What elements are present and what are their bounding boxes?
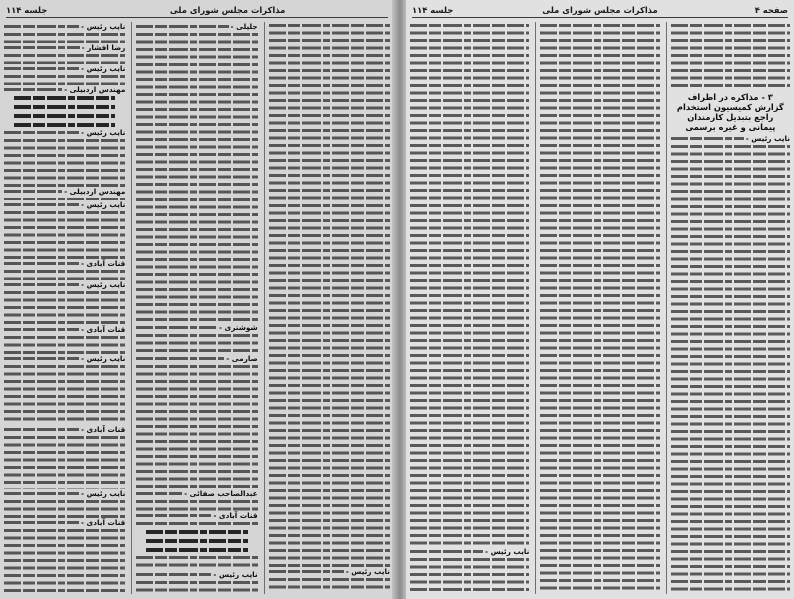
text-lines <box>136 514 211 517</box>
text-lines <box>4 363 125 425</box>
speaker-name: مهندس اردبیلی - <box>64 187 126 196</box>
session-number: جلسه ۱۱۴ <box>6 5 48 15</box>
text-lines <box>4 25 79 28</box>
text-lines <box>4 357 79 360</box>
speaker-line <box>136 489 257 498</box>
text-lines <box>269 570 344 573</box>
speaker-name: قنات آبادی - <box>80 259 126 268</box>
speaker-name: نایب رئیس - <box>81 280 126 289</box>
speaker-name: جلیلی - <box>230 22 258 31</box>
speaker-line <box>4 325 125 334</box>
speaker-name: نایب رئیس - <box>213 570 258 579</box>
text-column <box>410 22 529 594</box>
text-lines <box>4 73 125 85</box>
speaker-line <box>4 22 125 31</box>
text-lines <box>4 521 79 524</box>
text-lines <box>4 137 125 187</box>
text-lines <box>4 527 125 592</box>
speaker-name: شوشتری - <box>218 323 258 332</box>
speaker-line <box>4 85 125 94</box>
speaker-name: نایب رئیس - <box>485 547 530 556</box>
speaker-name: مهندس اردبیلی - <box>64 85 126 94</box>
section-heading-line: راجع بتبدیل کارمندان <box>687 112 774 122</box>
text-lines <box>4 196 125 200</box>
text-lines <box>4 52 125 64</box>
speaker-name: نایب رئیس - <box>745 134 790 143</box>
speaker-line <box>4 187 125 196</box>
text-lines <box>4 262 79 265</box>
section-heading-line: ۳ - مذاکره در اطراف <box>687 92 773 102</box>
text-lines <box>136 520 257 528</box>
text-lines <box>4 289 125 325</box>
speaker-line <box>136 570 257 579</box>
speaker-line <box>269 567 390 576</box>
text-lines <box>540 22 659 592</box>
text-lines <box>410 22 529 547</box>
text-lines <box>136 332 257 354</box>
speaker-name: نایب رئیس - <box>81 489 126 498</box>
text-lines <box>136 31 257 323</box>
speaker-line <box>671 134 790 143</box>
text-lines <box>136 579 257 592</box>
section-heading <box>671 90 790 134</box>
text-lines <box>4 31 125 43</box>
speaker-line <box>4 354 125 363</box>
text-lines <box>4 428 79 431</box>
speaker-line <box>4 128 125 137</box>
text-lines <box>136 25 228 28</box>
text-lines <box>4 190 62 193</box>
speaker-line <box>136 22 257 31</box>
text-columns <box>410 22 790 594</box>
text-lines <box>4 88 62 91</box>
text-lines <box>136 326 217 329</box>
speaker-line <box>4 280 125 289</box>
text-lines <box>671 22 790 90</box>
text-column <box>131 22 257 594</box>
left-page <box>0 0 394 599</box>
speaker-name: قنات آبادی - <box>80 425 126 434</box>
text-lines <box>4 67 79 70</box>
text-lines <box>4 434 125 489</box>
speaker-line <box>4 518 125 527</box>
speaker-name: نایب رئیس - <box>81 64 126 73</box>
text-lines <box>4 498 125 518</box>
text-lines <box>4 334 125 354</box>
page-header <box>6 3 388 18</box>
section-heading-lines <box>14 94 115 128</box>
text-lines <box>671 137 744 140</box>
speaker-name: نایب رئیس - <box>345 567 390 576</box>
speaker-name: صارمی - <box>226 354 258 363</box>
text-column <box>4 22 125 594</box>
speaker-name: رضا افشار - <box>81 43 126 52</box>
section-heading-line: گزارش کمیسیون استخدام <box>676 102 784 112</box>
speaker-line <box>4 200 125 209</box>
publication-title: مذاکرات مجلس شورای ملی <box>542 5 658 15</box>
text-lines <box>269 22 390 567</box>
speaker-name: نایب رئیس - <box>81 22 126 31</box>
speaker-line <box>136 511 257 520</box>
page-header <box>412 3 788 18</box>
speaker-name: عبدالصاحب صفائی - <box>184 489 258 498</box>
text-lines <box>136 492 182 495</box>
speaker-name: نایب رئیس - <box>81 354 126 363</box>
speaker-line <box>136 354 257 363</box>
text-lines <box>4 203 79 206</box>
text-lines <box>410 550 483 553</box>
text-lines <box>136 498 257 511</box>
text-lines <box>136 573 211 576</box>
text-column <box>264 22 390 594</box>
speaker-name: قنات آبادی - <box>80 518 126 527</box>
text-column <box>535 22 659 594</box>
speaker-name: نایب رئیس - <box>81 128 126 137</box>
speaker-line <box>4 489 125 498</box>
speaker-line <box>136 323 257 332</box>
speaker-line <box>410 547 529 556</box>
text-lines <box>671 143 790 592</box>
speaker-name: قنات آبادی - <box>213 511 258 520</box>
text-lines <box>136 363 257 489</box>
publication-title: مذاکرات مجلس شورای ملی <box>169 5 286 15</box>
session-number: جلسه ۱۱۴ <box>412 5 454 15</box>
text-columns <box>4 22 390 594</box>
text-lines <box>4 283 79 286</box>
speaker-line <box>4 43 125 52</box>
speaker-line <box>4 425 125 434</box>
text-lines <box>4 328 79 331</box>
text-lines <box>4 268 125 280</box>
speaker-line <box>4 64 125 73</box>
right-page <box>406 0 794 599</box>
page-number: صفحه ۴ <box>754 5 788 15</box>
text-lines <box>269 576 390 592</box>
text-lines <box>4 131 79 134</box>
text-lines <box>410 556 529 592</box>
text-lines <box>136 554 257 570</box>
text-lines <box>4 46 80 49</box>
section-heading-line: پیمانی و غیره برسمی <box>685 122 776 132</box>
text-lines <box>136 357 224 360</box>
text-lines <box>4 209 125 259</box>
text-column <box>666 22 790 594</box>
speaker-name: قنات آبادی - <box>80 325 126 334</box>
speaker-name: نایب رئیس - <box>81 200 126 209</box>
text-lines <box>4 492 79 495</box>
speaker-line <box>4 259 125 268</box>
section-heading-lines <box>146 528 247 554</box>
